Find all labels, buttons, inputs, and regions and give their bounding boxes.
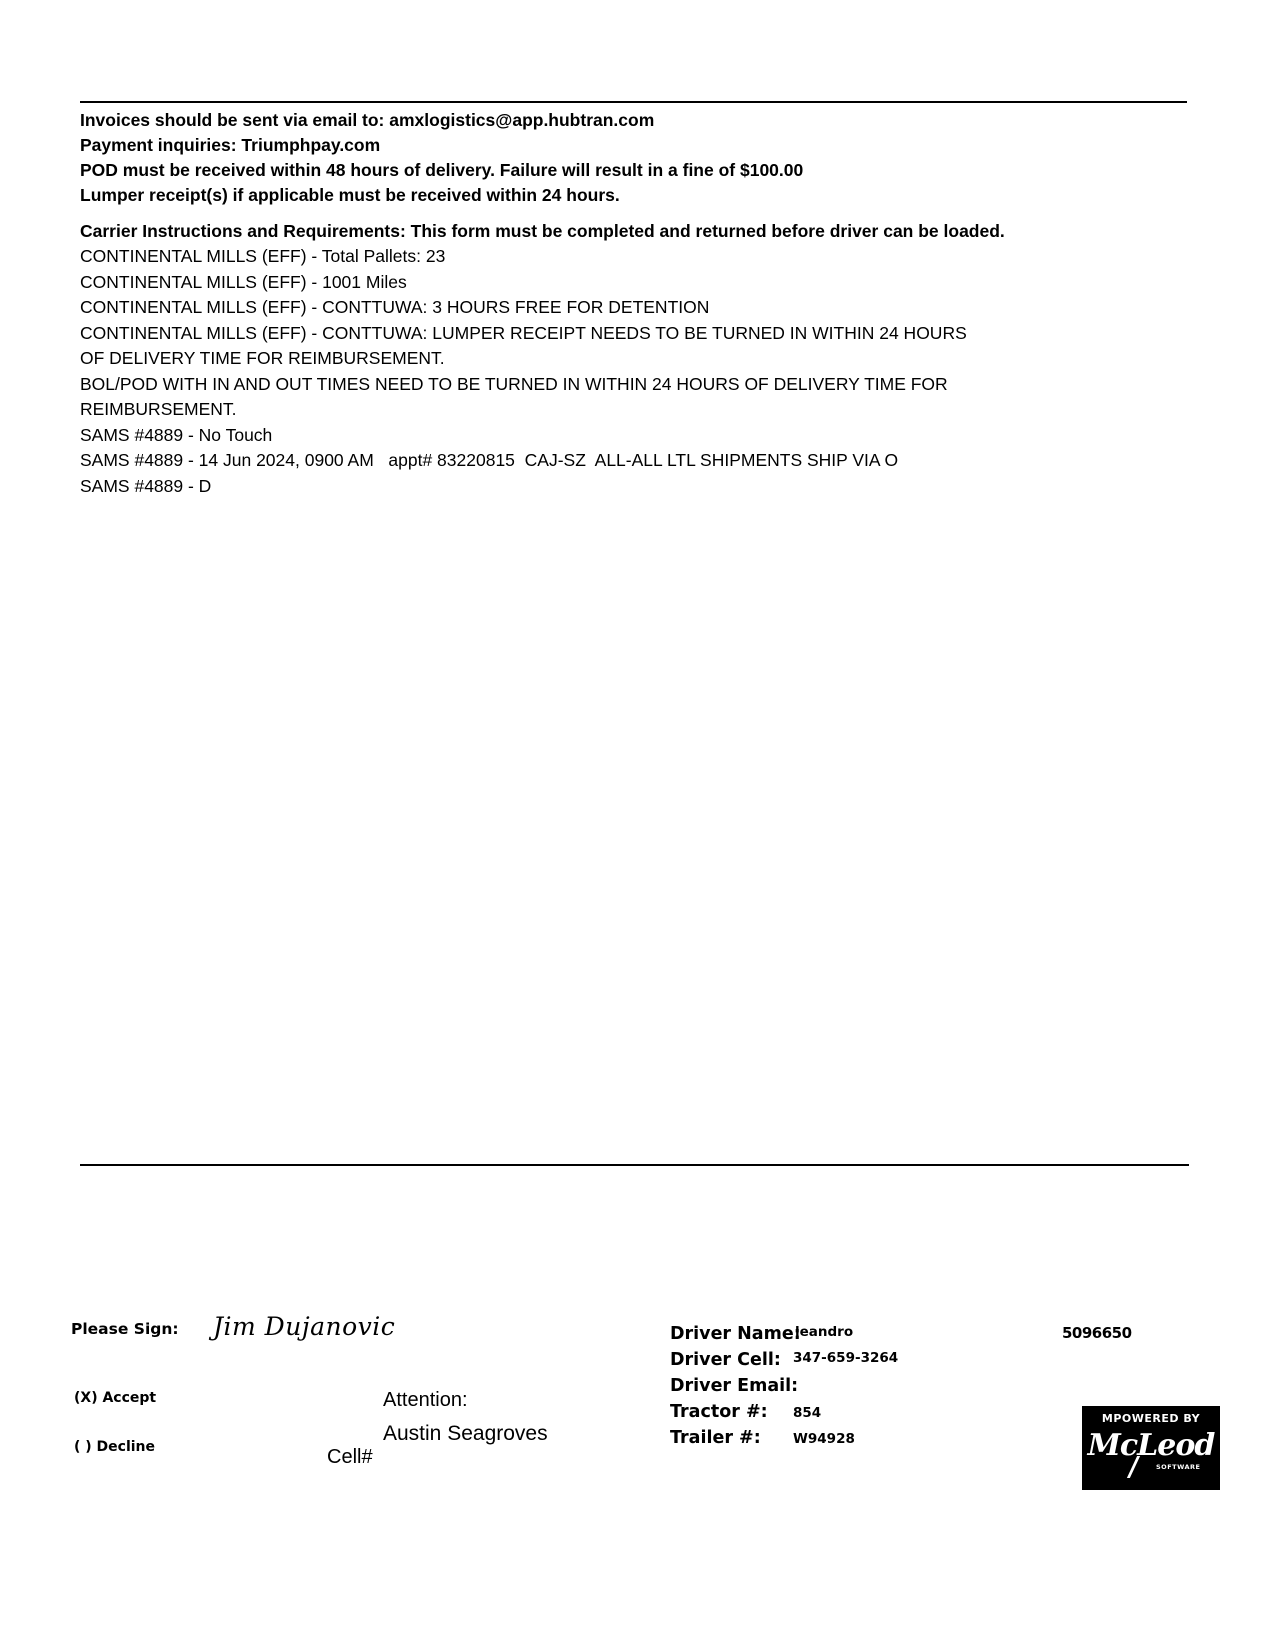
carrier-instructions	[80, 219, 1210, 499]
logo-subtext: SOFTWARE	[1156, 1463, 1201, 1471]
driver-cell-value: 347-659-3264	[793, 1350, 899, 1366]
instruction-line: REIMBURSEMENT.	[80, 399, 237, 419]
cell-label: Cell#	[327, 1446, 373, 1468]
please-sign-label: Please Sign:	[71, 1320, 179, 1338]
bottom-divider	[80, 1164, 1189, 1166]
top-divider	[80, 101, 1187, 103]
logo-tagline: MPOWERED BY	[1101, 1412, 1201, 1425]
tractor-label: Tractor #:	[670, 1402, 768, 1422]
decline-option[interactable]: ( ) Decline	[74, 1439, 156, 1455]
driver-name-label: Driver Name:	[670, 1324, 801, 1344]
accept-option[interactable]: (X) Accept	[74, 1390, 157, 1406]
instruction-line: CONTINENTAL MILLS (EFF) - CONTTUWA: LUMPER RECEIPT NEEDS TO BE TURNED IN WITHIN 24 HOURS	[80, 322, 967, 343]
order-number: 5096650	[1062, 1324, 1132, 1342]
instruction-line: OF DELIVERY TIME FOR REIMBURSEMENT.	[80, 348, 445, 368]
driver-name-value: leandro	[795, 1324, 854, 1340]
instruction-line: CONTINENTAL MILLS (EFF) - 1001 Miles	[80, 271, 407, 292]
trailer-label: Trailer #:	[670, 1428, 761, 1448]
instruction-line: CONTINENTAL MILLS (EFF) - CONTTUWA: 3 HOURS FREE FOR DETENTION	[80, 297, 710, 317]
instruction-line: SAMS #4889 - D	[80, 475, 212, 496]
tractor-value: 854	[793, 1405, 822, 1421]
pod-deadline-note: POD must be received within 48 hours of delivery. Failure will result in a fine of $100.00	[80, 160, 804, 180]
attention-label: Attention:	[383, 1389, 468, 1411]
driver-cell-label: Driver Cell:	[670, 1350, 781, 1370]
instruction-line: BOL/POD WITH IN AND OUT TIMES NEED TO BE TURNED IN WITHIN 24 HOURS OF DELIVERY TIME FOR	[80, 373, 948, 394]
mcleod-logo	[1082, 1406, 1220, 1490]
instructions-title: Carrier Instructions and Requirements: This form must be completed and returned before driver can be loaded.	[80, 221, 1005, 241]
instruction-line: SAMS #4889 - No Touch	[80, 424, 273, 445]
instruction-line: SAMS #4889 - 14 Jun 2024, 0900 AM appt# 83220815 CAJ-SZ ALL-ALL LTL SHIPMENTS SHIP VIA O	[80, 450, 899, 470]
payment-notes	[80, 108, 1200, 208]
lumper-receipt-note: Lumper receipt(s) if applicable must be received within 24 hours.	[80, 185, 620, 205]
logo-brand: McLeod	[1087, 1428, 1215, 1463]
attention-name: Austin Seagroves	[383, 1422, 548, 1445]
signature: Jim Dujanovic	[213, 1312, 396, 1341]
driver-email-label: Driver Email:	[670, 1376, 799, 1396]
instruction-line: CONTINENTAL MILLS (EFF) - Total Pallets: 23	[80, 246, 446, 266]
invoice-email-note: Invoices should be sent via email to: amxlogistics@app.hubtran.com	[80, 110, 655, 130]
trailer-value: W94928	[793, 1431, 855, 1447]
payment-inquiries-note: Payment inquiries: Triumphpay.com	[80, 135, 381, 155]
